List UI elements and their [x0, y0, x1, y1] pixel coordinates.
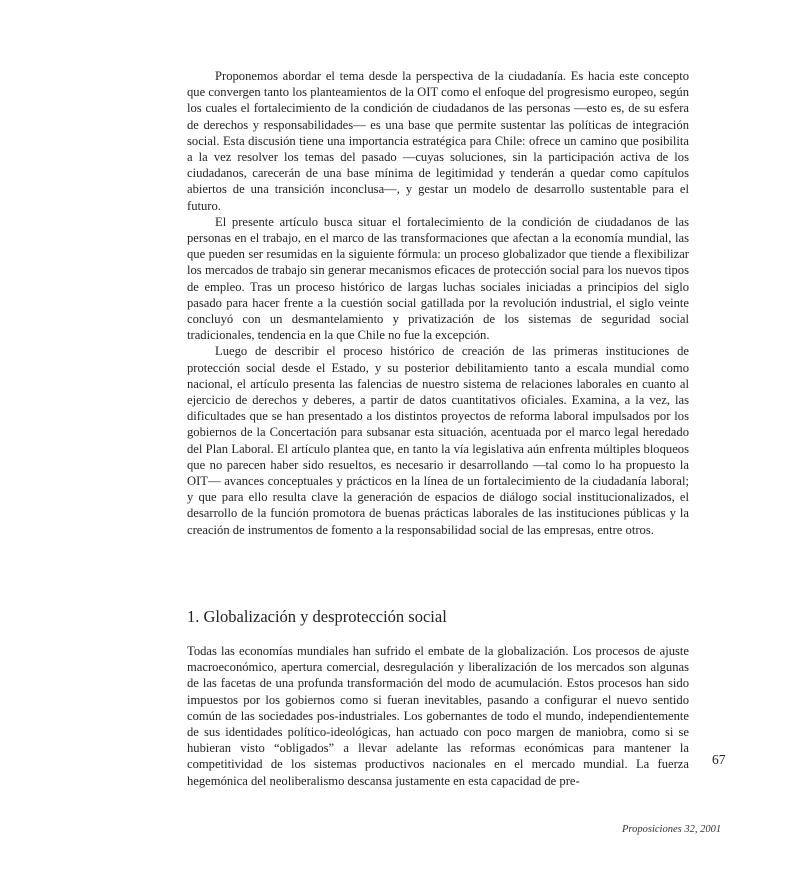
intro-paragraph-2: El presente artículo busca situar el fortalecimiento de la condición de ciudadanos de las personas en el trabajo, en el marco de las transformaciones que afectan a la economía mundial, las que pueden ser resumidas en la siguiente fórmula: un proceso globalizador que tiende a flexibilizar los mercados de trabajo sin generar mecanismos eficaces de protección social para los nuevos tipos de empleo. Tras un proceso histórico de largas luchas sociales iniciadas a principios del siglo pasado para hacer frente a la cuestión social gatillada por la revolución industrial, el siglo veinte concluyó con un desmantelamiento y privatización de los sistemas de seguridad social tradicionales, tendencia en la que Chile no fue la excepción. — [187, 214, 689, 343]
page-number: 67 — [712, 752, 726, 767]
section-paragraph: Todas las economías mundiales han sufrido el embate de la globalización. Los procesos de ajuste macroeconómico, apertura comercial, desregulación y liberalización de los mercados son algunas de las facetas de una profunda transformación del modo de acumulación. Estos procesos han sido impuestos por los gobiernos como si fueran inevitables, pasando a configurar el nuevo sentido común de las sociedades pos-industriales. Los gobernantes de todo el mundo, independientemente de sus identidades político-ideológicas, han actuado con poco margen de maniobra, como si se hubieran visto “obligados” a llevar adelante las reformas económicas para mantener la competitividad de los sistemas productivos nacionales en el mercado mundial. La fuerza hegemónica del neoliberalismo descansa justamente en esta capacidad de pre- — [187, 644, 689, 788]
intro-paragraph-3: Luego de describir el proceso histórico de creación de las primeras instituciones de protección social desde el Estado, y su posterior debilitamiento tanto a escala mundial como nacional, el artículo presenta las falencias de nuestro sistema de relaciones laborales en cuanto al ejercicio de derechos y deberes, a partir de datos cuantitativos oficiales. Examina, a la vez, las dificultades que se han presentado a los distintos proyectos de reforma laboral impulsados por los gobiernos de la Concertación para subsanar esta situación, acentuada por el marco legal heredado del Plan Laboral. El artículo plantea que, en tanto la vía legislativa aún enfrenta múltiples bloqueos que no parecen haber sido resueltos, es necesario ir desarrollando —tal como lo ha propuesto la OIT— avances conceptuales y prácticos en la línea de un fortalecimiento de la ciudadanía laboral; y que para ello resulta clave la generación de espacios de diálogo social institucionalizados, el desarrollo de la función promotora de buenas prácticas laborales de las instituciones públicas y la creación de instrumentos de fomento a la responsabilidad social de las empresas, entre otros. — [187, 344, 689, 537]
section-heading: 1. Globalización y desprotección social — [187, 607, 447, 626]
intro-paragraph-1: Proponemos abordar el tema desde la perspectiva de la ciudadanía. Es hacia este concepto que convergen tanto los planteamientos de la OIT como el enfoque del progresismo europeo, según los cuales el fortalecimiento de la condición de ciudadanos de las personas —esto es, de su esfera de derechos y responsabilidades— es una base que permite sustentar las políticas de integración social. Esta discusión tiene una importancia estratégica para Chile: ofrece un camino que posibilita a la vez resolver los temas del pasado —cuyas soluciones, sin la participación activa de los ciudadanos, carecerán de una base mínima de legitimidad y tenderán a quedar como capítulos abiertos de una transición inconclusa—, y gestar un modelo de desarrollo sustentable para el futuro. — [187, 69, 689, 213]
intro-text — [187, 68, 689, 538]
section-body — [187, 643, 689, 789]
running-footer: Proposiciones 32, 2001 — [622, 824, 722, 835]
